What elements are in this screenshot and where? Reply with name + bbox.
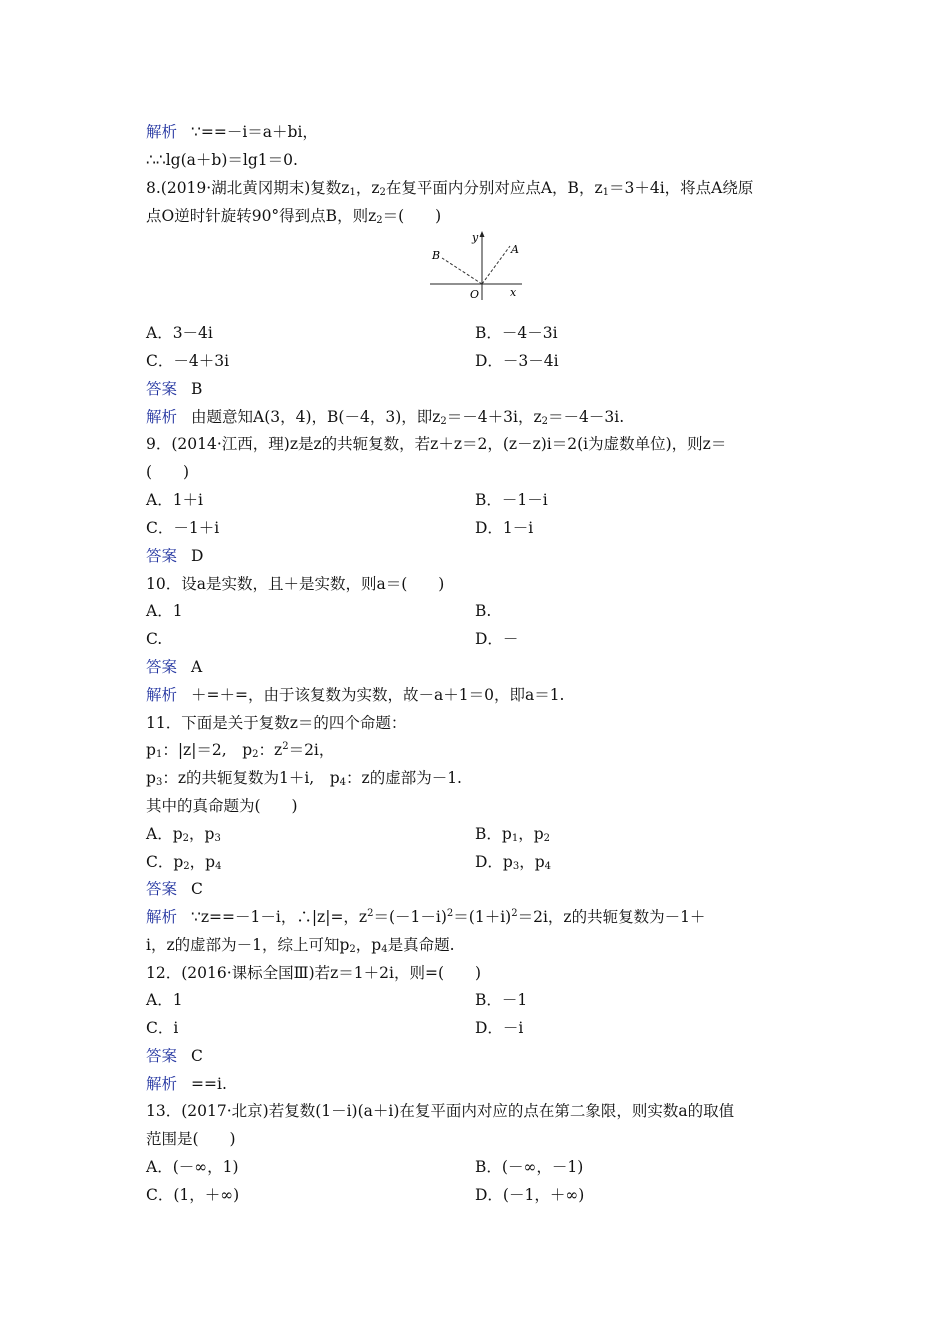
answer-tag: 答案 xyxy=(146,880,178,898)
q12-option-c: C．i xyxy=(146,1019,179,1037)
q9-option-d: D．1－i xyxy=(475,519,534,537)
q8-answer: 答案 B xyxy=(146,380,203,398)
q12-option-a: A．1 xyxy=(146,991,183,1009)
y-label: y xyxy=(472,231,479,244)
intro-conclusion-line: ∴∴lg(a＋b)＝lg1＝0. xyxy=(146,151,298,169)
q11-propositions-3-4: $p_3$：z的共轭复数为1＋i, $p_4$：z的虚部为－1. xyxy=(146,769,462,788)
point-a-label: A xyxy=(511,243,519,256)
q8-option-d: D．－3－4i xyxy=(475,352,559,370)
q9-stem-line1: 9．(2014·江西，理)z是z的共轭复数，若z＋z＝2，(z－z)i＝2(i为虚数单位)，则z＝ xyxy=(146,435,727,453)
q12-analysis: 解析 ==i. xyxy=(146,1075,227,1093)
q9-option-c: C．－1＋i xyxy=(146,519,220,537)
q9-option-b: B．－1－i xyxy=(475,491,548,509)
analysis-tag: 解析 xyxy=(146,123,178,141)
q11-analysis-line1: 解析 ∵z==－1－i，∴|z|=，$z^2=(-1-i)^2=(1+i)^2=2i$，z的共轭复数为－1＋ xyxy=(146,908,706,926)
answer-tag: 答案 xyxy=(146,658,178,676)
q10-option-a: A．1 xyxy=(146,602,183,620)
analysis-tag: 解析 xyxy=(146,686,178,704)
x-label: x xyxy=(510,286,517,299)
answer-tag: 答案 xyxy=(146,380,178,398)
q8-option-c: C．－4＋3i xyxy=(146,352,230,370)
q13-option-c: C．(1，＋∞) xyxy=(146,1186,240,1204)
q8-analysis: 解析 由题意知A(3，4)，B(－4，3)，即$z_2=-4+3i$，$z_2=-4-3i$. xyxy=(146,408,625,427)
q9-stem-line2: ( ) xyxy=(146,463,190,481)
answer-tag: 答案 xyxy=(146,547,178,565)
q8-option-b: B．－4－3i xyxy=(475,324,558,342)
q13-stem-line1: 13．(2017·北京)若复数(1－i)(a＋i)在复平面内对应的点在第二象限，则实数a的取值 xyxy=(146,1102,735,1120)
q11-propositions-1-2: $p_1$：|z|＝2, $p_2$：$z^2=2i$， xyxy=(146,741,335,760)
analysis-tag: 解析 xyxy=(146,408,178,426)
intro-analysis-text: ∵==－i＝a＋bi， xyxy=(191,123,318,141)
q13-option-b: B．(－∞，－1) xyxy=(475,1158,584,1176)
q12-answer: 答案 C xyxy=(146,1047,203,1065)
q11-option-d: D．$p_3$，$p_4$ xyxy=(475,853,552,872)
answer-tag: 答案 xyxy=(146,1047,178,1065)
q12-option-d: D．－i xyxy=(475,1019,524,1037)
q11-stem: 11．下面是关于复数z＝的四个命题： xyxy=(146,714,407,732)
q8-coordinate-figure xyxy=(426,228,526,303)
q11-stem-question: 其中的真命题为( ) xyxy=(146,797,298,815)
q11-option-b: B．$p_1$，$p_2$ xyxy=(475,825,551,844)
q8-stem-line1: 8.(2019·湖北黄冈期末)复数$z_1$，$z_2$在复平面内分别对应点A，B，$z_1=3+4i$，将点A绕原 xyxy=(146,179,754,198)
q9-option-a: A．1＋i xyxy=(146,491,204,509)
q10-option-d: D．－ xyxy=(475,630,519,648)
q10-answer: 答案 A xyxy=(146,658,203,676)
y-axis-arrow xyxy=(480,231,485,237)
q12-stem: 12．(2016·课标全国Ⅲ)若z＝1＋2i，则=( ) xyxy=(146,964,482,982)
q10-analysis: 解析 ＋=＋=，由于该复数为实数，故－a＋1＝0，即a＝1. xyxy=(146,686,565,704)
point-b-label: B xyxy=(432,249,441,262)
analysis-tag: 解析 xyxy=(146,908,178,926)
q10-stem: 10．设a是实数，且＋是实数，则a＝( ) xyxy=(146,575,445,593)
q11-option-c: C．$p_2$，$p_4$ xyxy=(146,853,222,872)
analysis-tag: 解析 xyxy=(146,1075,178,1093)
q13-option-d: D．(－1，＋∞) xyxy=(475,1186,585,1204)
intro-analysis-line xyxy=(146,122,318,142)
q13-stem-line2: 范围是( ) xyxy=(146,1130,236,1148)
q10-option-c: C. xyxy=(146,630,163,648)
origin-label: O xyxy=(470,288,480,301)
ob-segment xyxy=(442,258,482,284)
q9-answer: 答案 D xyxy=(146,547,204,565)
q11-option-a: A．$p_2$，$p_3$ xyxy=(146,825,221,844)
q10-option-b: B. xyxy=(475,602,492,620)
q8-stem-line2: 点O逆时针旋转90°得到点B，则$z_2=$( ) xyxy=(146,207,442,226)
q11-analysis-line2: i，z的虚部为－1，综上可知$p_2$，$p_4$是真命题. xyxy=(146,936,455,955)
q8-option-a: A．3－4i xyxy=(146,324,213,342)
q13-option-a: A．(－∞，1) xyxy=(146,1158,239,1176)
oa-segment xyxy=(482,246,510,284)
q12-option-b: B．－1 xyxy=(475,991,528,1009)
q11-answer: 答案 C xyxy=(146,880,203,898)
